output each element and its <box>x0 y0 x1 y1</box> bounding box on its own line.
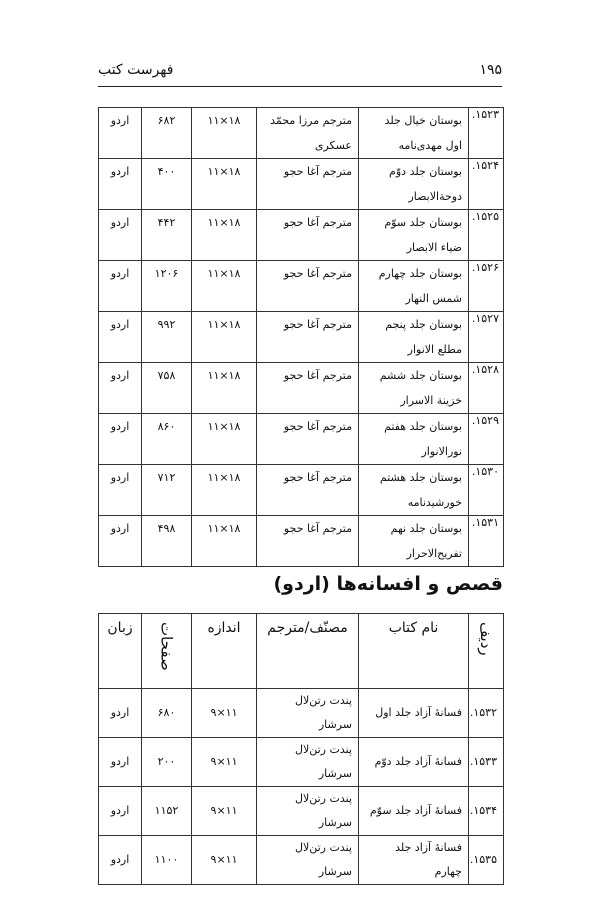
book-pages: ۱۱۵۲ <box>142 787 192 836</box>
row-number: ۱۵۲۵. <box>469 210 504 261</box>
pages-value: ۴۹۸ <box>157 522 176 535</box>
book-pages <box>142 363 192 414</box>
book-pages <box>142 312 192 363</box>
header-title: نام کتاب <box>359 614 469 689</box>
pages-value: ۴۰۰ <box>157 165 176 178</box>
running-title: فهرست کتب <box>98 62 174 78</box>
book-title-line: شمس النهار <box>405 292 462 305</box>
book-title: فسانهٔ آزاد جلد چهارم <box>359 836 469 885</box>
book-author-line: عسکری <box>314 139 352 152</box>
book-language <box>99 159 142 210</box>
table-row <box>99 210 504 261</box>
table-row <box>99 108 504 159</box>
book-author-line: مترجم آغا حجو <box>283 369 352 382</box>
book-pages <box>142 414 192 465</box>
book-author <box>257 465 359 516</box>
book-language <box>99 414 142 465</box>
book-author: پندت رتن‌لال سرشار <box>257 689 359 738</box>
pages-value: ۴۴۲ <box>157 216 176 229</box>
book-size <box>192 159 257 210</box>
row-number: ۱۵۲۴. <box>469 159 504 210</box>
book-size: ۱۱×۹ <box>192 787 257 836</box>
book-pages: ۱۱۰۰ <box>142 836 192 885</box>
book-size <box>192 261 257 312</box>
table-row <box>99 516 504 567</box>
table-row <box>99 689 504 738</box>
row-number: ۱۵۲۹. <box>469 414 504 465</box>
book-language <box>99 363 142 414</box>
row-number: ۱۵۳۰. <box>469 465 504 516</box>
book-size <box>192 516 257 567</box>
book-title-line: خورشیدنامه <box>407 496 462 509</box>
book-pages: ۲۰۰ <box>142 738 192 787</box>
size-value: ۱۸×۱۱ <box>207 165 241 178</box>
book-author-line: مترجم آغا حجو <box>283 267 352 280</box>
book-language <box>99 465 142 516</box>
book-author-line: مترجم آغا حجو <box>283 165 352 178</box>
book-language <box>99 312 142 363</box>
books-table <box>98 107 504 567</box>
book-pages: ۶۸۰ <box>142 689 192 738</box>
book-author: پندت رتن‌لال سرشار <box>257 738 359 787</box>
row-number: ۱۵۲۶. <box>469 261 504 312</box>
page-header <box>98 62 502 87</box>
book-author <box>257 261 359 312</box>
book-author: پندت رتن‌لال سرشار <box>257 836 359 885</box>
book-title-line: اول مهدی‌نامه <box>398 139 462 152</box>
book-author <box>257 516 359 567</box>
table-row <box>99 261 504 312</box>
page-number: ۱۹۵ <box>479 62 502 78</box>
stories-table <box>98 613 504 885</box>
row-number: ۱۵۳۵. <box>469 836 504 885</box>
row-number: ۱۵۲۳. <box>469 108 504 159</box>
book-title <box>359 363 469 414</box>
size-value: ۱۸×۱۱ <box>207 318 241 331</box>
size-value: ۱۸×۱۱ <box>207 267 241 280</box>
book-size: ۱۱×۹ <box>192 689 257 738</box>
header-author: مصنّف/مترجم <box>257 614 359 689</box>
table-row <box>99 465 504 516</box>
row-number: ۱۵۳۴. <box>469 787 504 836</box>
language-value: اردو <box>110 267 130 280</box>
book-title: فسانهٔ آزاد جلد دوّم <box>359 738 469 787</box>
book-size <box>192 465 257 516</box>
table-row <box>99 159 504 210</box>
book-author <box>257 312 359 363</box>
book-pages <box>142 516 192 567</box>
book-size <box>192 363 257 414</box>
book-title: فسانهٔ آزاد جلد سوّم <box>359 787 469 836</box>
pages-value: ۷۵۸ <box>157 369 176 382</box>
language-value: اردو <box>110 318 130 331</box>
book-language <box>99 210 142 261</box>
book-author: پندت رتن‌لال سرشار <box>257 787 359 836</box>
table-row <box>99 363 504 414</box>
pages-value: ۸۶۰ <box>157 420 176 433</box>
book-author-line: مترجم آغا حجو <box>283 216 352 229</box>
language-value: اردو <box>110 216 130 229</box>
book-author <box>257 363 359 414</box>
book-title-line: ضیاء الابصار <box>406 241 462 254</box>
header-num: ردیف <box>469 614 504 689</box>
book-title <box>359 159 469 210</box>
language-value: اردو <box>110 165 130 178</box>
book-title-line: مطلع الانوار <box>407 343 462 356</box>
size-value: ۱۸×۱۱ <box>207 420 241 433</box>
row-number: ۱۵۳۱. <box>469 516 504 567</box>
book-size <box>192 108 257 159</box>
book-title-line: بوستان خیال جلد <box>384 114 462 127</box>
book-author <box>257 210 359 261</box>
book-author-line: مترجم آغا حجو <box>283 522 352 535</box>
book-title <box>359 210 469 261</box>
language-value: اردو <box>110 369 130 382</box>
size-value: ۱۸×۱۱ <box>207 522 241 535</box>
row-number: ۱۵۲۷. <box>469 312 504 363</box>
row-number: ۱۵۳۲. <box>469 689 504 738</box>
language-value: اردو <box>110 114 130 127</box>
book-title-line: دوحةالابصار <box>408 190 462 203</box>
book-title-line: تفریح‌الاحرار <box>406 547 462 560</box>
book-size: ۱۱×۹ <box>192 836 257 885</box>
book-language <box>99 108 142 159</box>
book-author-line: مترجم آغا حجو <box>283 471 352 484</box>
book-title-line: بوستان جلد دوّم <box>389 165 462 178</box>
book-title-line: نورالانوار <box>421 445 462 458</box>
language-value: اردو <box>110 420 130 433</box>
book-language: اردو <box>99 787 142 836</box>
book-size: ۱۱×۹ <box>192 738 257 787</box>
book-language: اردو <box>99 836 142 885</box>
book-title-line: بوستان جلد چهارم <box>378 267 462 280</box>
book-author <box>257 108 359 159</box>
book-author-line: مترجم مرزا محمّد <box>270 114 352 127</box>
pages-value: ۹۹۲ <box>157 318 176 331</box>
book-author-line: مترجم آغا حجو <box>283 420 352 433</box>
book-pages <box>142 108 192 159</box>
header-lang: زبان <box>99 614 142 689</box>
book-title-line: خزینة الاسرار <box>400 394 462 407</box>
size-value: ۱۸×۱۱ <box>207 114 241 127</box>
book-pages <box>142 210 192 261</box>
book-title-line: بوستان جلد نهم <box>390 522 462 535</box>
book-title-line: بوستان جلد هشتم <box>379 471 462 484</box>
book-title <box>359 465 469 516</box>
book-size <box>192 210 257 261</box>
book-pages <box>142 465 192 516</box>
header-pages: صفحات <box>142 614 192 689</box>
book-title <box>359 312 469 363</box>
book-author-line: مترجم آغا حجو <box>283 318 352 331</box>
book-language <box>99 261 142 312</box>
language-value: اردو <box>110 471 130 484</box>
pages-value: ۱۲۰۶ <box>154 267 179 280</box>
table-row <box>99 414 504 465</box>
row-number: ۱۵۳۳. <box>469 738 504 787</box>
book-title <box>359 414 469 465</box>
book-title-line: بوستان جلد سوّم <box>384 216 462 229</box>
section-title: قصص و افسانه‌ها (اردو) <box>273 573 503 595</box>
book-title <box>359 261 469 312</box>
table-header-row <box>99 614 504 689</box>
book-size <box>192 312 257 363</box>
table-row <box>99 738 504 787</box>
book-size <box>192 414 257 465</box>
table-row <box>99 836 504 885</box>
book-title-line: بوستان جلد ششم <box>379 369 462 382</box>
row-number: ۱۵۲۸. <box>469 363 504 414</box>
language-value: اردو <box>110 522 130 535</box>
book-title <box>359 516 469 567</box>
book-title <box>359 108 469 159</box>
book-language: اردو <box>99 689 142 738</box>
table-row <box>99 787 504 836</box>
book-author <box>257 159 359 210</box>
book-author <box>257 414 359 465</box>
size-value: ۱۸×۱۱ <box>207 216 241 229</box>
book-title-line: بوستان جلد پنجم <box>385 318 462 331</box>
header-size: اندازه <box>192 614 257 689</box>
book-pages <box>142 159 192 210</box>
size-value: ۱۸×۱۱ <box>207 471 241 484</box>
table-row <box>99 312 504 363</box>
book-pages <box>142 261 192 312</box>
book-title-line: بوستان جلد هفتم <box>384 420 462 433</box>
book-language <box>99 516 142 567</box>
book-title: فسانهٔ آزاد جلد اول <box>359 689 469 738</box>
pages-value: ۶۸۲ <box>157 114 176 127</box>
size-value: ۱۸×۱۱ <box>207 369 241 382</box>
pages-value: ۷۱۲ <box>157 471 176 484</box>
book-language: اردو <box>99 738 142 787</box>
